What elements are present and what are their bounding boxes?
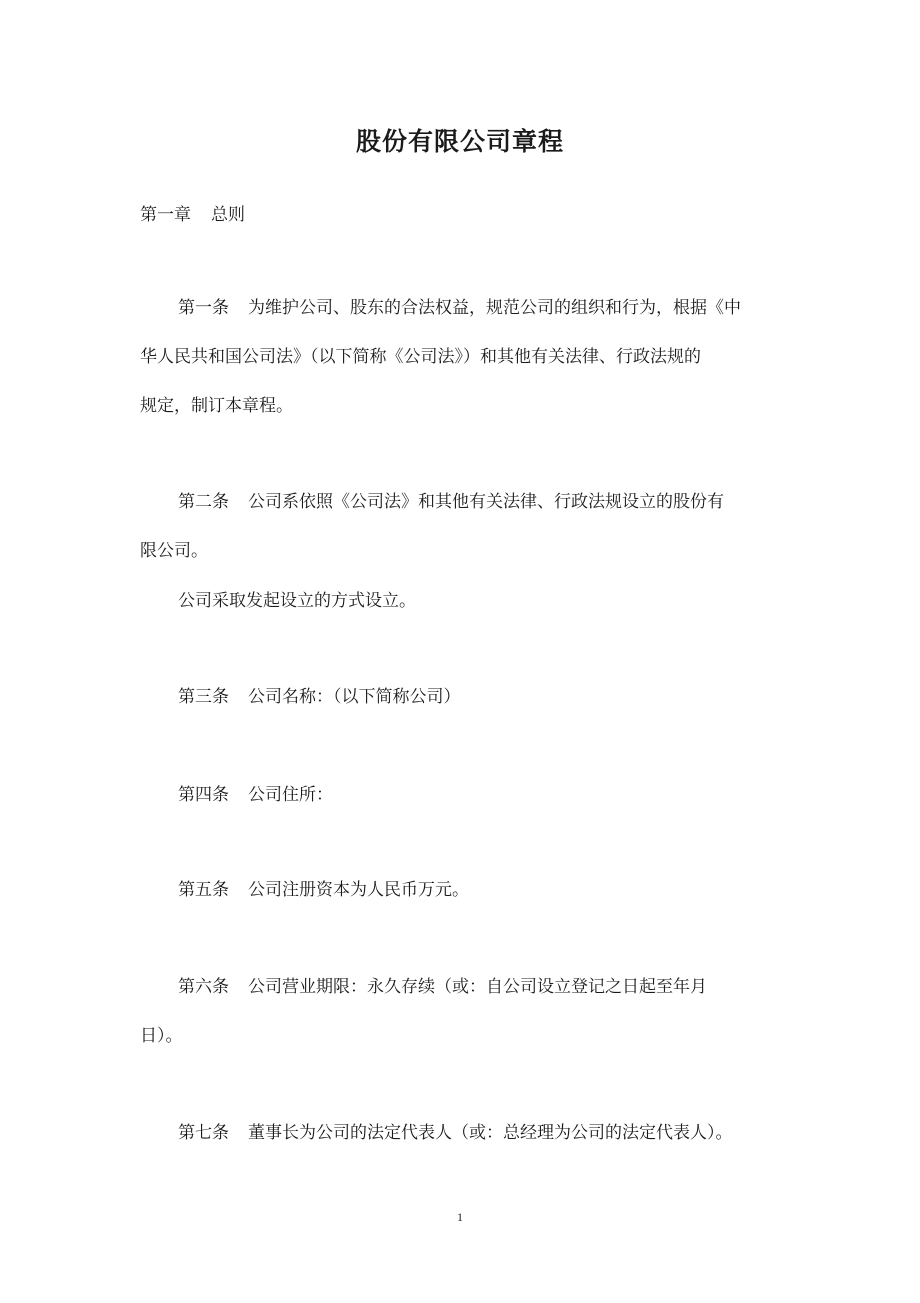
article-number: 第四条 (178, 785, 229, 805)
article-text: 公司营业期限：永久存续（或：自公司设立登记之日起至年月 (248, 977, 707, 997)
article-4-line-1 (140, 783, 333, 807)
page-number: 1 (457, 1210, 463, 1224)
article-number: 第五条 (178, 880, 229, 900)
article-number: 第六条 (178, 977, 229, 997)
article-6-line-1 (140, 975, 707, 999)
chapter-number: 第一章 (140, 205, 191, 225)
article-number: 第一条 (178, 298, 229, 318)
article-1-line-1 (140, 296, 741, 320)
article-number: 第二条 (178, 492, 229, 512)
article-number: 第七条 (178, 1123, 229, 1143)
article-text: 公司系依照《公司法》和其他有关法律、行政法规设立的股份有 (248, 492, 724, 512)
article-1-line-3: 规定，制订本章程。 (140, 396, 293, 416)
article-1-line-2: 华人民共和国公司法》（以下简称《公司法》）和其他有关法律、行政法规的 (140, 347, 701, 367)
article-5-line-1 (140, 878, 469, 902)
article-number: 第三条 (178, 687, 229, 707)
article-text: 为维护公司、股东的合法权益，规范公司的组织和行为，根据《中 (248, 298, 741, 318)
document-title: 股份有限公司章程 (355, 127, 564, 156)
article-6-line-2: 日）。 (140, 1026, 183, 1046)
chapter-heading (140, 200, 245, 225)
article-7-line-1 (140, 1121, 733, 1145)
chapter-name: 总则 (211, 205, 245, 225)
article-text: 董事长为公司的法定代表人（或：总经理为公司的法定代表人）。 (248, 1123, 733, 1143)
article-3-line-1 (140, 685, 461, 709)
article-text: 公司名称：（以下简称公司） (248, 687, 461, 707)
article-text: 公司住所： (248, 785, 333, 805)
article-2-extra-paragraph: 公司采取发起设立的方式设立。 (178, 591, 416, 611)
article-text: 公司注册资本为人民币万元。 (248, 880, 469, 900)
article-2-line-2: 限公司。 (140, 541, 208, 561)
article-2-line-1 (140, 490, 724, 514)
